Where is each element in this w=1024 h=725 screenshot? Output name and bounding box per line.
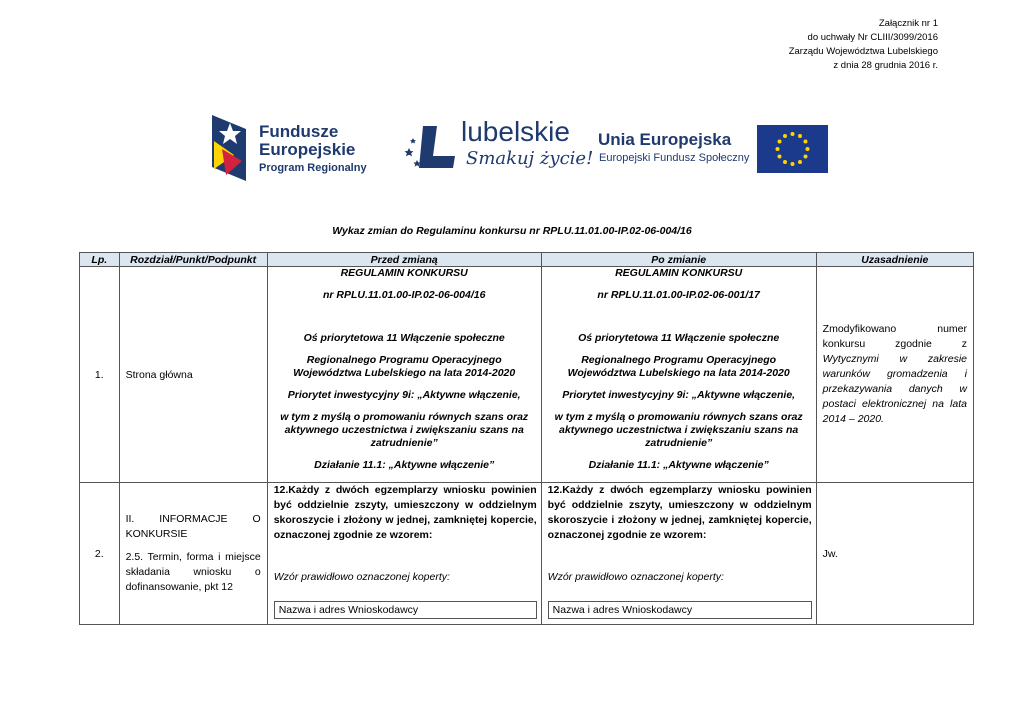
lubelskie-wordmark: lubelskie	[461, 116, 570, 147]
row1-after	[541, 267, 816, 483]
header-before: Przed zmianą	[267, 253, 541, 267]
fundusze-europejskie-logo-icon	[212, 115, 248, 181]
row2-before-italic: Wzór prawidłowo oznaczonej koperty:	[273, 571, 450, 583]
row2-after-envelope-box: Nazwa i adres Wnioskodawcy	[548, 601, 812, 619]
attachment-line-1: Załącznik nr 1	[878, 18, 938, 29]
table-header-row	[80, 253, 974, 267]
fe-line-3: Program Regionalny	[259, 162, 367, 174]
header-reason: Uzasadnienie	[816, 253, 973, 267]
changes-table	[79, 252, 974, 625]
row2-after-italic: Wzór prawidłowo oznaczonej koperty:	[547, 571, 724, 583]
logos-bar	[0, 112, 1024, 187]
header-lp: Lp.	[80, 253, 120, 267]
row2-section-l1: II. INFORMACJE O KONKURSIE	[125, 513, 261, 540]
row2-lp: 2.	[80, 483, 120, 625]
eu-star-icon	[778, 155, 782, 159]
row1-after-l6: w tym z myślą o promowaniu równych szans oraz aktywnego uczestnictwa i zwiększaniu szans na zatrudnienie”	[554, 411, 803, 449]
row1-after-l2: nr RPLU.11.01.00-IP.02-06-001/17	[597, 289, 760, 301]
table-row	[80, 483, 974, 625]
fe-line-2: Europejskie	[259, 140, 356, 159]
row1-before-l2: nr RPLU.11.01.00-IP.02-06-004/16	[322, 289, 486, 301]
row1-after-l1: REGULAMIN KONKURSU	[615, 267, 743, 279]
eu-flag-icon	[757, 125, 828, 173]
eu-star-icon	[798, 134, 802, 138]
row1-section: Strona główna	[119, 267, 267, 483]
row2-section-l2: 2.5. Termin, forma i miejsce składania wniosku o dofinansowanie, pkt 12	[125, 551, 261, 593]
row1-before-l3: Oś priorytetowa 11 Włączenie społeczne	[303, 332, 505, 344]
row1-lp: 1.	[80, 267, 120, 483]
eu-star-icon	[783, 160, 787, 164]
eu-star-icon	[791, 132, 795, 136]
attachment-line-2: do uchwały Nr CLIII/3099/2016	[807, 32, 938, 43]
fe-line-1: Fundusze	[259, 122, 339, 141]
row1-after-l5: Priorytet inwestycyjny 9i: „Aktywne włączenie,	[562, 389, 796, 401]
document-title: Wykaz zmian do Regulaminu konkursu nr RPLU.11.01.00-IP.02-06-004/16	[332, 225, 692, 237]
table-row	[80, 267, 974, 483]
fundusze-europejskie-wordmark	[259, 123, 367, 175]
row2-reason: Jw.	[816, 483, 973, 625]
eu-star-icon	[776, 147, 780, 151]
eu-star-icon	[778, 140, 782, 144]
header-section: Rozdział/Punkt/Podpunkt	[119, 253, 267, 267]
attachment-note	[789, 17, 938, 73]
eu-star-icon	[806, 147, 810, 151]
row1-reason-italic: Wytycznymi w zakresie warunków gromadzenia i przekazywania danych w postaci elektronicznej na lata 2014 – 2020.	[822, 353, 967, 425]
attachment-line-4: z dnia 28 grudnia 2016 r.	[833, 60, 938, 71]
row1-before-l4: Regionalnego Programu Operacyjnego Województwa Lubelskiego na lata 2014-2020	[293, 354, 516, 379]
eu-star-icon	[798, 160, 802, 164]
row1-reason	[816, 267, 973, 483]
row1-before-l6: w tym z myślą o promowaniu równych szans oraz aktywnego uczestnictwa i zwiększaniu szans na zatrudnienie”	[280, 411, 529, 449]
row1-before-l5: Priorytet inwestycyjny 9i: „Aktywne włączenie,	[287, 389, 521, 401]
row1-after-l4: Regionalnego Programu Operacyjnego Województwa Lubelskiego na lata 2014-2020	[567, 354, 790, 379]
ue-wordmark: Unia Europejska	[598, 130, 732, 149]
row2-after-bold: 12.Każdy z dwóch egzemplarzy wniosku powinien być oddzielnie zszyty, umieszczony w oddzielnym skoroszycie i złożony w jednej, zamkniętej kopercie, oznaczonej zgodnie ze wzorem:	[547, 484, 812, 541]
eu-star-icon	[783, 134, 787, 138]
row2-before-envelope-box: Nazwa i adres Wnioskodawcy	[274, 601, 537, 619]
row2-section	[119, 483, 267, 625]
eu-star-icon	[803, 155, 807, 159]
row1-after-l3: Oś priorytetowa 11 Włączenie społeczne	[578, 332, 780, 344]
row1-before	[267, 267, 541, 483]
eu-star-icon	[791, 162, 795, 166]
row1-reason-text: Zmodyfikowano numer konkursu zgodnie z	[822, 323, 967, 350]
row1-before-l7: Działanie 11.1: „Aktywne włączenie”	[314, 459, 495, 471]
header-after: Po zmianie	[541, 253, 816, 267]
row2-after	[541, 483, 816, 625]
row2-before-bold: 12.Każdy z dwóch egzemplarzy wniosku powinien być oddzielnie zszyty, umieszczony w oddzielnym skoroszycie i złożony w jednej, zamkniętej kopercie, oznaczonej zgodnie ze wzorem:	[273, 484, 537, 541]
eu-star-icon	[803, 140, 807, 144]
row2-before	[267, 483, 541, 625]
ue-subtitle: Europejski Fundusz Społeczny	[599, 152, 750, 164]
row1-after-l7: Działanie 11.1: „Aktywne włączenie”	[588, 459, 769, 471]
row1-before-l1: REGULAMIN KONKURSU	[340, 267, 468, 279]
lubelskie-slogan: Smakuj życie!	[466, 148, 594, 169]
attachment-line-3: Zarządu Województwa Lubelskiego	[788, 46, 938, 57]
lubelskie-logo-icon	[403, 122, 459, 174]
